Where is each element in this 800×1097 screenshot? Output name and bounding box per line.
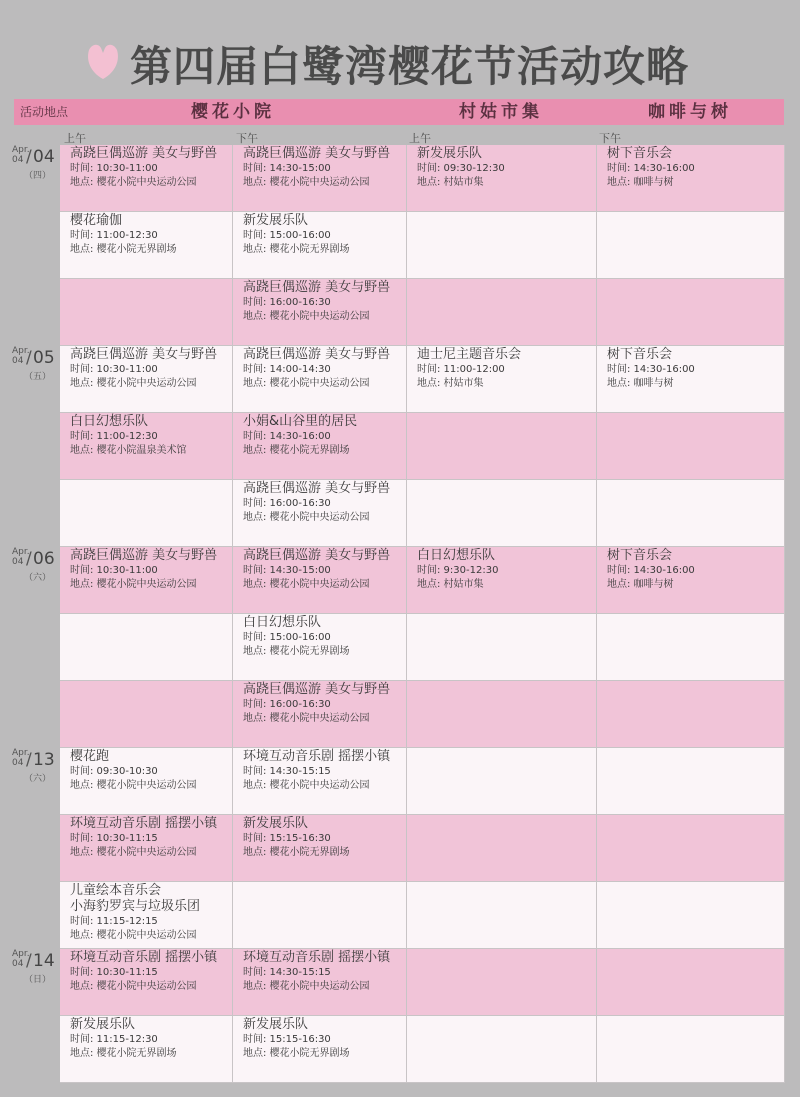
- event-place: 地点: 樱花小院无界剧场: [243, 244, 350, 255]
- event-name: 新发展乐队: [70, 1017, 136, 1032]
- date-weekday: （六）: [24, 573, 52, 583]
- date-slash: /: [26, 750, 32, 770]
- event-name: 树下音乐会: [607, 347, 673, 362]
- date-slash: /: [26, 348, 32, 368]
- column-sakura-yard: 樱花小院: [191, 102, 275, 122]
- title-area: [0, 0, 800, 98]
- empty-cell: [597, 1016, 785, 1083]
- event-place: 地点: 樱花小院中央运动公园: [70, 579, 197, 590]
- event-place: 地点: 咖啡与树: [607, 378, 674, 389]
- event-cell: [233, 949, 407, 1016]
- empty-cell: [407, 614, 597, 681]
- event-name: 新发展乐队: [243, 213, 309, 228]
- event-cell: [407, 346, 597, 413]
- empty-cell: [407, 413, 597, 480]
- event-name: 环境互动音乐剧 摇摆小镇: [243, 950, 391, 965]
- event-time: 时间: 9:30-12:30: [417, 565, 499, 576]
- subheader-morning: 上午: [409, 132, 431, 145]
- event-place: 地点: 樱花小院温泉美术馆: [70, 445, 187, 456]
- event-name: 新发展乐队: [417, 146, 483, 161]
- event-cell: [60, 145, 233, 212]
- empty-cell: [60, 279, 233, 346]
- empty-cell: [597, 413, 785, 480]
- empty-cell: [60, 614, 233, 681]
- event-place: 地点: 樱花小院无界剧场: [243, 445, 350, 456]
- event-cell: [233, 681, 407, 748]
- event-place: 地点: 樱花小院中央运动公园: [243, 512, 370, 523]
- event-place: 地点: 樱花小院中央运动公园: [70, 981, 197, 992]
- event-time: 时间: 16:00-16:30: [243, 699, 331, 710]
- column-coffee-tree: 咖啡与树: [648, 102, 732, 122]
- event-cell: [60, 882, 233, 949]
- date-label: [12, 949, 60, 989]
- event-time: 时间: 11:00-12:30: [70, 431, 158, 442]
- event-place: 地点: 樱花小院无界剧场: [70, 1048, 177, 1059]
- event-cell: [60, 748, 233, 815]
- event-place: 地点: 村姑市集: [417, 579, 484, 590]
- event-name: 白日幻想乐队: [70, 414, 149, 429]
- date-day: 13: [33, 750, 55, 770]
- date-month-abbr: Apr. 04: [12, 949, 30, 969]
- event-time: 时间: 14:30-15:00: [243, 565, 331, 576]
- event-name: 新发展乐队: [243, 1017, 309, 1032]
- date-label: [12, 547, 60, 587]
- event-cell: [233, 1016, 407, 1083]
- event-place: 地点: 樱花小院中央运动公园: [70, 847, 197, 858]
- event-cell: [233, 547, 407, 614]
- location-label: 活动地点: [20, 105, 69, 119]
- event-name: 树下音乐会: [607, 548, 673, 563]
- event-cell: [233, 748, 407, 815]
- event-time: 时间: 11:15-12:15: [70, 916, 158, 927]
- date-month-abbr: Apr. 04: [12, 145, 30, 165]
- event-cell: [233, 413, 407, 480]
- event-time: 时间: 14:30-15:15: [243, 766, 331, 777]
- event-time: 时间: 09:30-10:30: [70, 766, 158, 777]
- event-place: 地点: 咖啡与树: [607, 177, 674, 188]
- event-place: 地点: 樱花小院中央运动公园: [243, 177, 370, 188]
- event-time: 时间: 10:30-11:00: [70, 163, 158, 174]
- empty-cell: [597, 681, 785, 748]
- event-cell: [597, 346, 785, 413]
- event-name: 高跷巨偶巡游 美女与野兽: [243, 682, 391, 697]
- schedule-row: [60, 949, 785, 1016]
- date-slash: /: [26, 549, 32, 569]
- empty-cell: [407, 480, 597, 547]
- event-cell: [597, 547, 785, 614]
- event-name: 高跷巨偶巡游 美女与野兽: [243, 347, 391, 362]
- date-day: 06: [33, 549, 55, 569]
- event-time: 时间: 11:00-12:00: [417, 364, 505, 375]
- schedule-row: [60, 145, 785, 212]
- empty-cell: [597, 212, 785, 279]
- event-cell: [233, 346, 407, 413]
- event-time: 时间: 16:00-16:30: [243, 498, 331, 509]
- event-name: 白日幻想乐队: [243, 615, 322, 630]
- empty-cell: [233, 882, 407, 949]
- event-name: 环境互动音乐剧 摇摆小镇: [243, 749, 391, 764]
- date-label: [12, 748, 60, 788]
- schedule-row: [60, 212, 785, 279]
- event-name: 小娟&山谷里的居民: [243, 414, 358, 429]
- event-name: 新发展乐队: [243, 816, 309, 831]
- empty-cell: [407, 815, 597, 882]
- column-header: [14, 99, 784, 125]
- event-cell: [407, 145, 597, 212]
- event-place: 地点: 樱花小院中央运动公园: [70, 177, 197, 188]
- event-place: 地点: 樱花小院无界剧场: [243, 1048, 350, 1059]
- schedule-row: [60, 748, 785, 815]
- date-weekday: （日）: [24, 975, 52, 985]
- date-month-abbr: Apr. 04: [12, 748, 30, 768]
- event-name: 迪士尼主题音乐会: [417, 347, 522, 362]
- event-place: 地点: 咖啡与树: [607, 579, 674, 590]
- schedule-row: [60, 480, 785, 547]
- schedule-row: [60, 346, 785, 413]
- event-time: 时间: 14:30-16:00: [607, 364, 695, 375]
- empty-cell: [597, 815, 785, 882]
- empty-cell: [407, 882, 597, 949]
- event-time: 时间: 10:30-11:15: [70, 833, 158, 844]
- event-time: 时间: 11:00-12:30: [70, 230, 158, 241]
- date-day: 14: [33, 951, 55, 971]
- event-cell: [597, 145, 785, 212]
- event-time: 时间: 14:30-16:00: [607, 565, 695, 576]
- empty-cell: [597, 949, 785, 1016]
- column-village-market: 村姑市集: [459, 102, 543, 122]
- date-month-abbr: Apr. 04: [12, 547, 30, 567]
- date-weekday: （五）: [24, 372, 52, 382]
- date-weekday: （六）: [24, 774, 52, 784]
- event-name: 环境互动音乐剧 摇摆小镇: [70, 950, 218, 965]
- empty-cell: [597, 480, 785, 547]
- event-name: 环境互动音乐剧 摇摆小镇: [70, 816, 218, 831]
- event-cell: [233, 212, 407, 279]
- page-title: 第四届白鹭湾樱花节活动攻略: [130, 42, 690, 91]
- subheader-afternoon: 下午: [236, 132, 258, 145]
- event-place: 地点: 樱花小院中央运动公园: [243, 780, 370, 791]
- event-cell: [60, 1016, 233, 1083]
- schedule-row: [60, 1016, 785, 1083]
- event-cell: [60, 413, 233, 480]
- event-time: 时间: 11:15-12:30: [70, 1034, 158, 1045]
- schedule-row: [60, 413, 785, 480]
- event-place: 地点: 樱花小院无界剧场: [243, 847, 350, 858]
- date-day: 04: [33, 147, 55, 167]
- event-time: 时间: 14:30-16:00: [607, 163, 695, 174]
- event-time: 时间: 14:30-15:15: [243, 967, 331, 978]
- event-place: 地点: 村姑市集: [417, 378, 484, 389]
- event-place: 地点: 樱花小院中央运动公园: [243, 981, 370, 992]
- event-place: 地点: 村姑市集: [417, 177, 484, 188]
- event-place: 地点: 樱花小院中央运动公园: [70, 378, 197, 389]
- event-name: 高跷巨偶巡游 美女与野兽: [243, 146, 391, 161]
- event-place: 地点: 樱花小院中央运动公园: [243, 378, 370, 389]
- empty-cell: [407, 949, 597, 1016]
- event-time: 时间: 14:30-16:00: [243, 431, 331, 442]
- event-cell: [233, 145, 407, 212]
- event-cell: [407, 547, 597, 614]
- schedule-row: [60, 681, 785, 748]
- date-day: 05: [33, 348, 55, 368]
- event-cell: [60, 815, 233, 882]
- schedule-row: [60, 815, 785, 882]
- subheader-afternoon: 下午: [599, 132, 621, 145]
- event-time: 时间: 09:30-12:30: [417, 163, 505, 174]
- empty-cell: [407, 279, 597, 346]
- event-cell: [60, 212, 233, 279]
- empty-cell: [597, 882, 785, 949]
- event-name: 高跷巨偶巡游 美女与野兽: [70, 146, 218, 161]
- empty-cell: [407, 681, 597, 748]
- event-place: 地点: 樱花小院中央运动公园: [70, 780, 197, 791]
- event-cell: [60, 949, 233, 1016]
- event-time: 时间: 15:00-16:00: [243, 230, 331, 241]
- date-slash: /: [26, 147, 32, 167]
- event-time: 时间: 14:00-14:30: [243, 364, 331, 375]
- empty-cell: [407, 748, 597, 815]
- schedule-row: [60, 882, 785, 949]
- empty-cell: [597, 279, 785, 346]
- empty-cell: [597, 614, 785, 681]
- subheader-morning: 上午: [64, 132, 86, 145]
- date-weekday: （四）: [24, 171, 52, 181]
- event-place: 地点: 樱花小院中央运动公园: [243, 713, 370, 724]
- event-time: 时间: 14:30-15:00: [243, 163, 331, 174]
- event-name: 高跷巨偶巡游 美女与野兽: [70, 548, 218, 563]
- event-time: 时间: 15:00-16:00: [243, 632, 331, 643]
- event-time: 时间: 15:15-16:30: [243, 1034, 331, 1045]
- empty-cell: [60, 681, 233, 748]
- event-time: 时间: 10:30-11:15: [70, 967, 158, 978]
- event-time: 时间: 16:00-16:30: [243, 297, 331, 308]
- event-name: 樱花跑: [70, 749, 110, 764]
- empty-cell: [60, 480, 233, 547]
- event-name: 高跷巨偶巡游 美女与野兽: [243, 548, 391, 563]
- empty-cell: [407, 1016, 597, 1083]
- event-place: 地点: 樱花小院中央运动公园: [70, 930, 197, 941]
- event-place: 地点: 樱花小院中央运动公园: [243, 579, 370, 590]
- event-cell: [233, 480, 407, 547]
- event-name: 高跷巨偶巡游 美女与野兽: [70, 347, 218, 362]
- event-cell: [60, 547, 233, 614]
- event-name: 高跷巨偶巡游 美女与野兽: [243, 481, 391, 496]
- event-cell: [233, 614, 407, 681]
- event-name: 树下音乐会: [607, 146, 673, 161]
- event-name: 儿童绘本音乐会 小海豹罗宾与垃圾乐团: [70, 883, 201, 914]
- schedule-row: [60, 614, 785, 681]
- event-time: 时间: 10:30-11:00: [70, 364, 158, 375]
- event-time: 时间: 15:15-16:30: [243, 833, 331, 844]
- event-name: 高跷巨偶巡游 美女与野兽: [243, 280, 391, 295]
- event-place: 地点: 樱花小院无界剧场: [243, 646, 350, 657]
- event-name: 白日幻想乐队: [417, 548, 496, 563]
- event-place: 地点: 樱花小院无界剧场: [70, 244, 177, 255]
- event-cell: [233, 279, 407, 346]
- schedule-row: [60, 547, 785, 614]
- date-label: [12, 346, 60, 386]
- event-place: 地点: 樱花小院中央运动公园: [243, 311, 370, 322]
- date-slash: /: [26, 951, 32, 971]
- date-label: [12, 145, 60, 185]
- event-cell: [233, 815, 407, 882]
- event-name: 樱花瑜伽: [70, 213, 123, 228]
- schedule-row: [60, 279, 785, 346]
- event-time: 时间: 10:30-11:00: [70, 565, 158, 576]
- event-cell: [60, 346, 233, 413]
- cherry-petal-icon: [86, 42, 120, 80]
- date-month-abbr: Apr. 04: [12, 346, 30, 366]
- empty-cell: [597, 748, 785, 815]
- empty-cell: [407, 212, 597, 279]
